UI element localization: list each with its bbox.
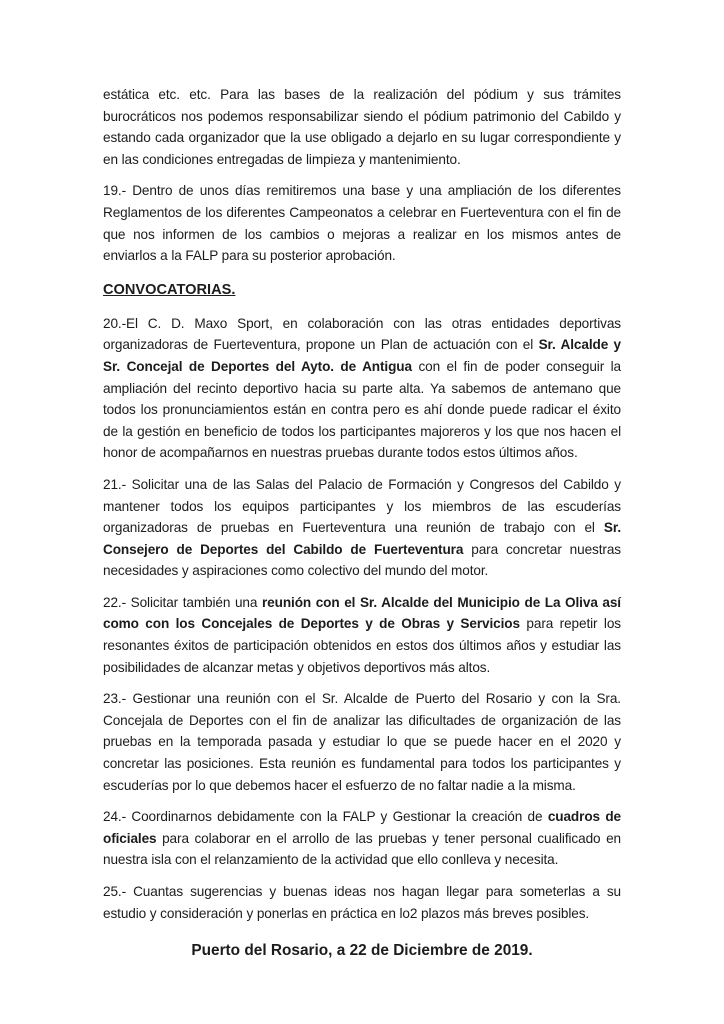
document-page xyxy=(103,84,621,962)
paragraph-22-text-a: 22.- Solicitar también una xyxy=(103,594,262,610)
paragraph-22-bold: reunión con el Sr. Alcalde del Municipio de La Oliva así como con los Concejales de Deportes y de Obras y Servicios xyxy=(103,594,621,632)
paragraph-25: 25.- Cuantas sugerencias y buenas ideas nos hagan llegar para someterlas a su estudio y consideración y ponerlas en práctica en lo2 plazos más breves posibles. xyxy=(103,884,621,921)
paragraph-18-continuation: estática etc. etc. Para las bases de la realización del pódium y sus trámites burocráticos nos podemos responsabilizar siendo el pódium patrimonio del Cabildo y estando cada organizador que la use obligado a dejarlo en su lugar correspondiente y en las condiciones entregadas de limpieza y mantenimiento. xyxy=(103,87,621,167)
paragraph-24-text-c: para colaborar en el arrollo de las pruebas y tener personal cualificado en nuestra isla con el relanzamiento de la actividad que ello conlleva y necesita. xyxy=(103,830,621,868)
section-heading-convocatorias: CONVOCATORIAS. xyxy=(103,281,236,298)
paragraph-20-text-c: con el fin de poder conseguir la ampliación del recinto deportivo hacia su parte alta. Ya sabemos de antemano que todos los pronunciamientos están en contra pero es ahí donde puede radicar el éxito de la gestión en beneficio de todos los participantes majoreros y los que nos hacen el honor de acompañarnos en nuestras pruebas durante todos estos últimos años. xyxy=(103,358,621,461)
paragraph-21-bold: Sr. Consejero de Deportes del Cabildo de Fuerteventura xyxy=(103,520,621,557)
paragraph-24-text-a: 24.- Coordinarnos debidamente con la FALP y Gestionar la creación de xyxy=(103,809,548,825)
signature-date-line: Puerto del Rosario, a 22 de Diciembre de 2019. xyxy=(191,942,533,960)
paragraph-20 xyxy=(103,313,621,464)
paragraph-20-bold: Sr. Alcalde y Sr. Concejal de Deportes del Ayto. de Antigua xyxy=(103,337,621,374)
paragraph-24-bold: cuadros de oficiales xyxy=(103,809,621,846)
paragraph-19: 19.- Dentro de unos días remitiremos una base y una ampliación de los diferentes Reglamentos de los diferentes Campeonatos a celebrar en Fuerteventura con el fin de que nos informen de los cambios o mejoras a realizar en los mismos antes de enviarlos a la FALP para su posterior aprobación. xyxy=(103,183,621,264)
paragraph-24 xyxy=(103,806,621,871)
paragraph-21-text-c: para concretar nuestras necesidades y aspiraciones como colectivo del mundo del motor. xyxy=(103,541,621,579)
paragraph-20-text-a: 20.-El C. D. Maxo Sport, en colaboración con las otras entidades deportivas organizadoras de Fuerteventura, propone un Plan de actuación con el xyxy=(103,315,621,353)
paragraph-21 xyxy=(103,474,621,582)
paragraph-22 xyxy=(103,592,621,678)
paragraph-23: 23.- Gestionar una reunión con el Sr. Alcalde de Puerto del Rosario y con la Sra. Concejala de Deportes con el fin de analizar las dificultades de organización de las pruebas en la temporada pasada y estudiar lo que se puede hacer en el 2020 y concretar las posiciones. Esta reunión es fundamental para todos los participantes y escuderías por lo que debemos hacer el esfuerzo de no faltar nadie a la misma. xyxy=(103,691,621,793)
paragraph-21-text-a: 21.- Solicitar una de las Salas del Palacio de Formación y Congresos del Cabildo y mantener todos los equipos participantes y los miembros de las escuderías organizadoras de pruebas en Fuerteventura una reunión de trabajo con el xyxy=(103,476,621,536)
paragraph-22-text-c: para repetir los resonantes éxitos de participación obtenidos en estos dos últimos años y estudiar las posibilidades de alcanzar metas y objetivos deportivos más altos. xyxy=(103,616,622,675)
